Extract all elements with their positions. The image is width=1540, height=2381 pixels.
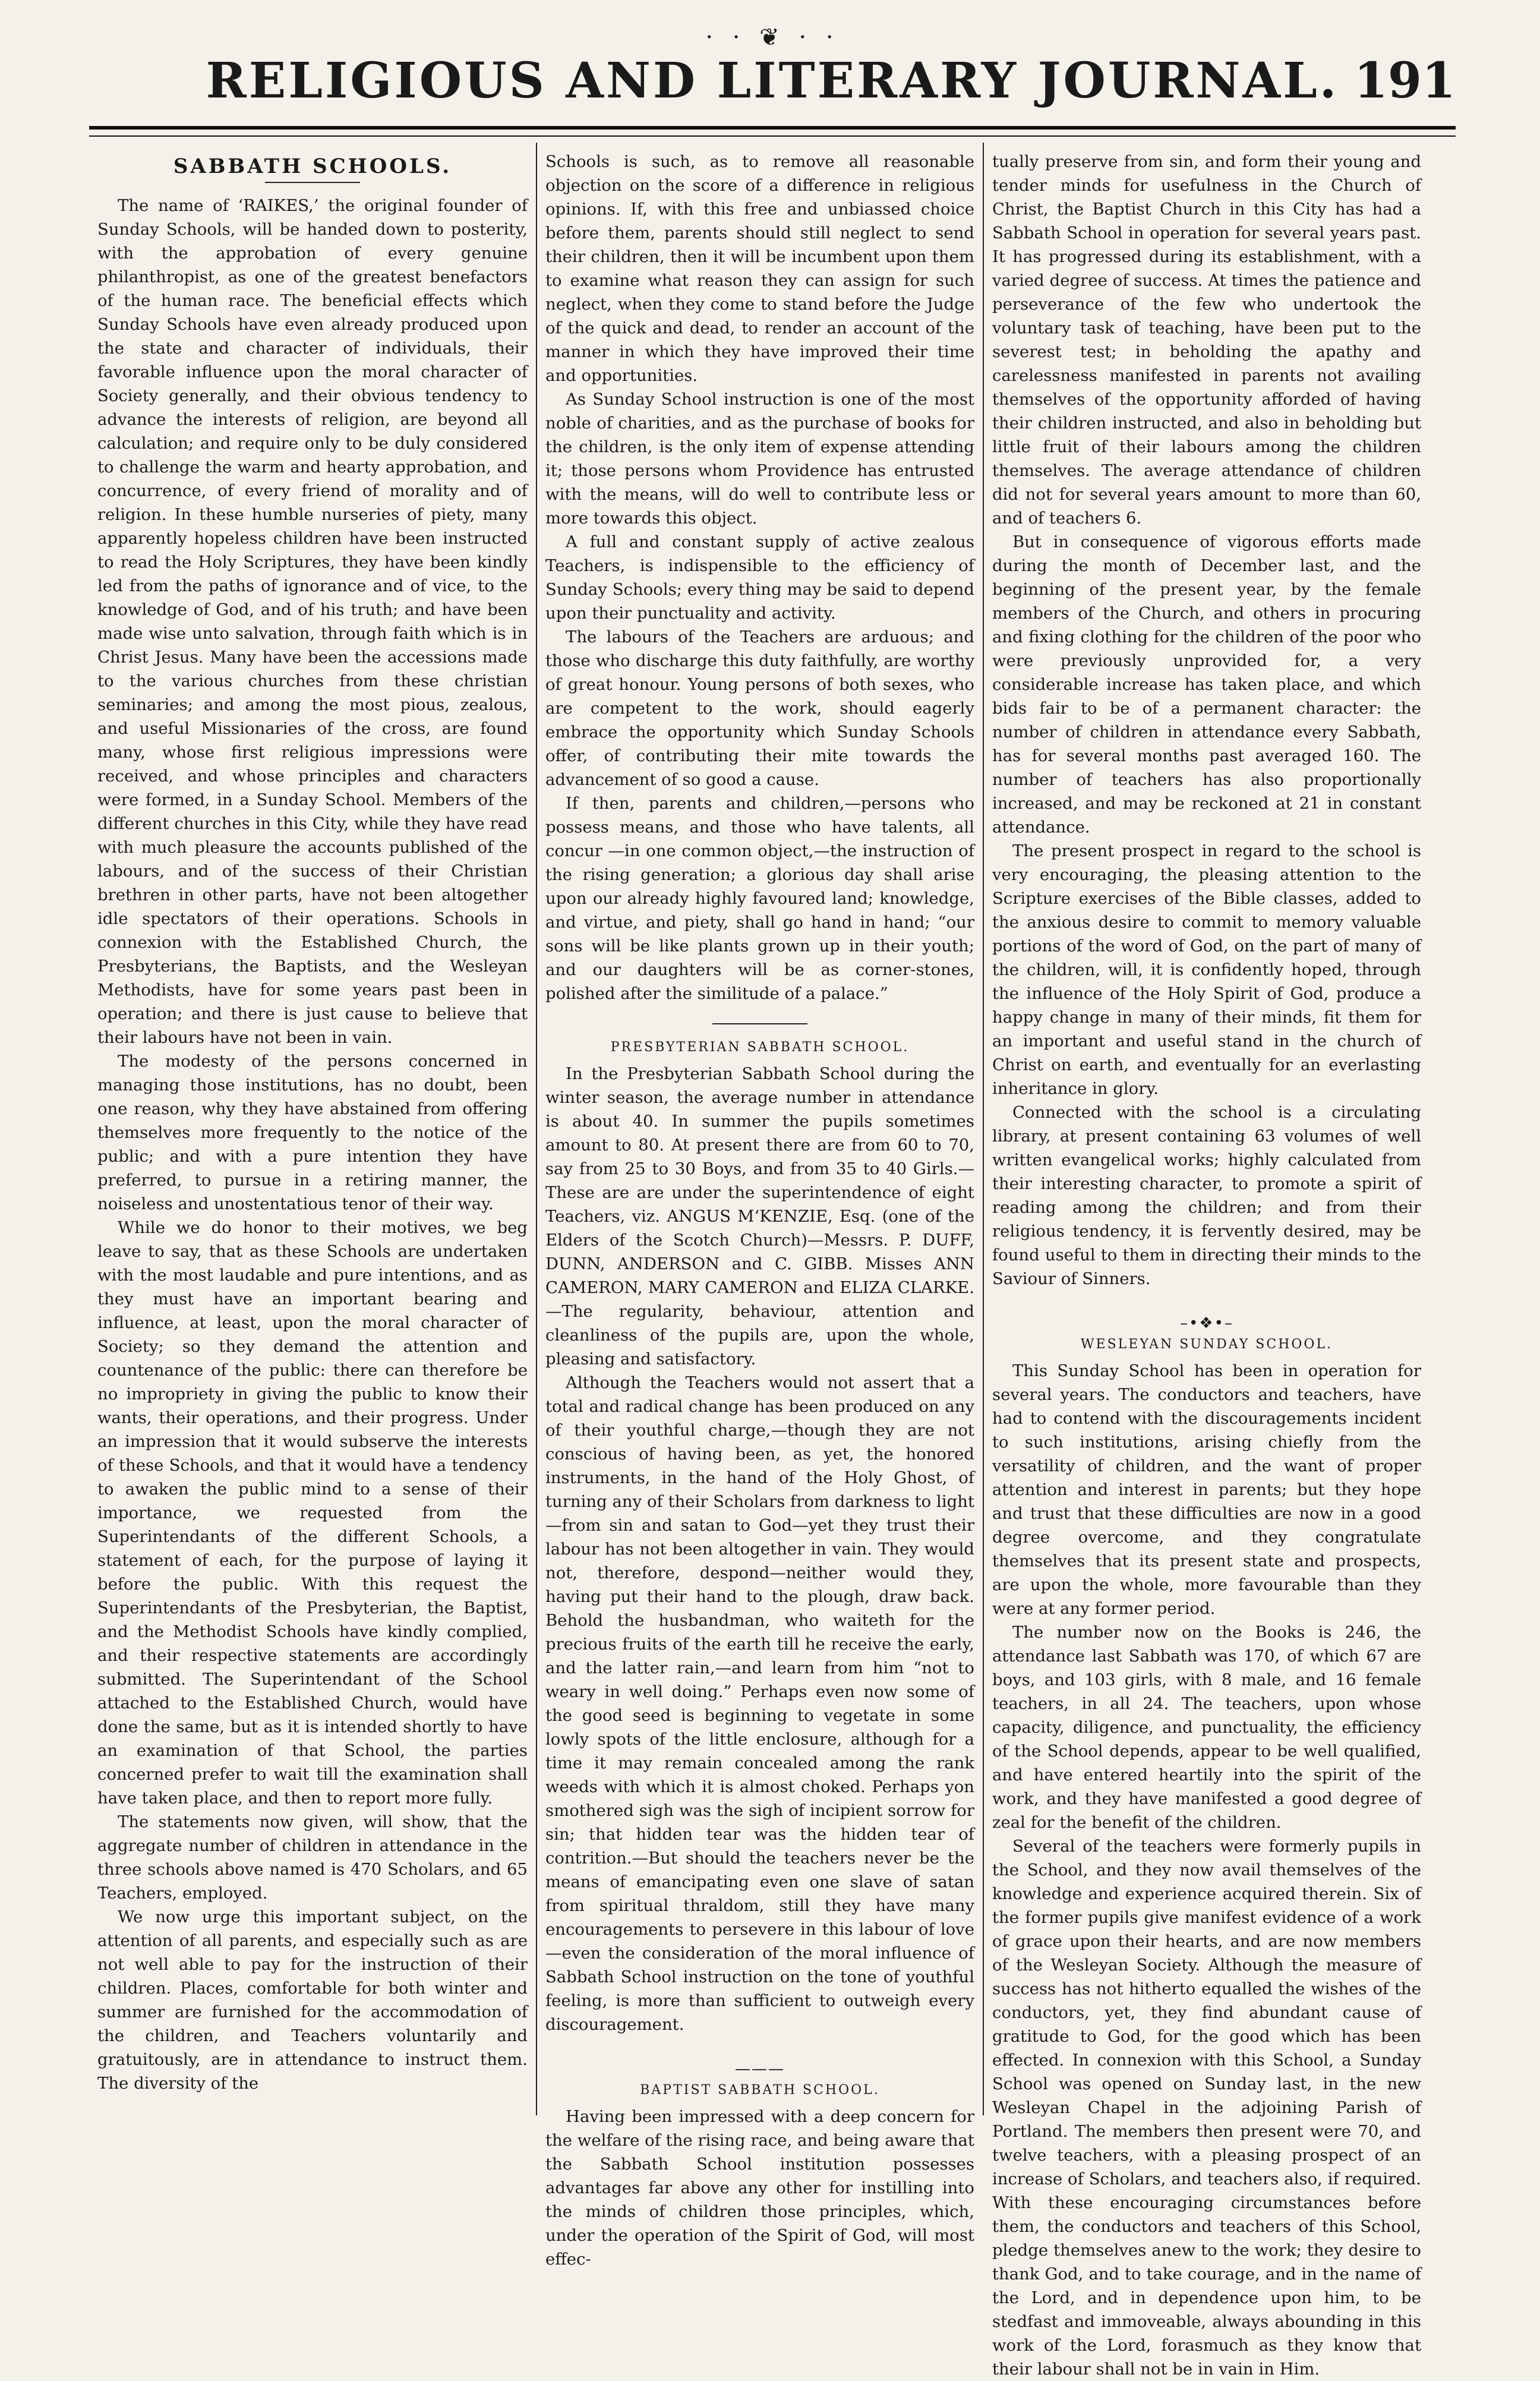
paragraph: tually preserve from sin, and form their young and tender minds for usefulness in the Church of Christ, the Baptist Church in this City has had a Sabbath School in operation for several years past. It has progressed during its establishment, with a varied degree of success. At times the patience and perseverance of the few who undertook the voluntary task of teaching, have been put to the severest test; in beholding the apathy and carelessness manifested in parents not availing themselves of the opportunity afforded of having their children instructed, and also in beholding but little fruit of their labours among the children themselves. The average attendance of children did not for several years amount to more than 60, and of teachers 6. [992, 152, 1421, 528]
paragraph: Having been impressed with a deep concern for the welfare of the rising race, and being aware that the Sabbath School institution possesses advantages far above any other for instilling into the minds of children those principles, which, under the operation of the Spirit of God, will most effec- [545, 2107, 974, 2269]
paragraph: The number now on the Books is 246, the attendance last Sabbath was 170, of which 67 are boys, and 103 girls, with 8 male, and 16 female teachers, in all 24. The teachers, upon whose capacity, diligence, and punctuality, the efficiency of the School depends, appear to be well qualified, and have entered heartily into the spirit of the work, and they have manifested a good degree of zeal for the benefit of the children. [992, 1623, 1421, 1832]
paragraph: The name of ‘RAIKES,’ the original founder of Sunday Schools, will be handed down to posterity, with the approbation of every genuine philanthropist, as one of the greatest benefactors of the human race. The beneficial effects which Sunday Schools have even already produced upon the state and character of individuals, their favorable influence upon the moral character of Society generally, and their obvious tendency to advance the interests of religion, are beyond all calculation; and require only to be duly considered to challenge the warm and hearty approbation, and concurrence, of every friend of morality and of religion. In these humble nurseries of piety, many apparently hopeless children have been instructed to read the Holy Scriptures, they have been kindly led from the paths of ignorance and of vice, to the knowledge of God, and of his truth; and have been made wise unto salvation, through faith which is in Christ Jesus. Many have been the accessions made to the various churches from these christian seminaries; and among the most pious, zealous, and useful Missionaries of the cross, are found many, whose first religious impressions were received, and whose principles and characters were formed, in a Sunday School. Members of the different churches in this City, while they have read with much pleasure the accounts published of the labours, and of the success of their Christian brethren in other parts, have not been altogether idle spectators of their operations. Schools in connexion with the Established Church, the Presbyterians, the Baptists, and the Wesleyan Methodists, have for some years past been in operation; and there is just cause to believe that their labours have not been in vain. [97, 196, 528, 1047]
page-number: 191 [1353, 52, 1456, 109]
paragraph: While we do honor to their motives, we beg leave to say, that as these Schools are undertaken with the most laudable and pure intentions, and as they must have an important bearing and influence, at least, upon the moral character of Society; so they demand the attention and countenance of the public: there can therefore be no impropriety in giving the public to know their wants, their operations, and their progress. Under an impression that it would subserve the interests of these Schools, and that it would have a tendency to awaken the public mind to a sense of their importance, we requested from the Superintendants of the different Schools, a statement of each, for the purpose of laying it before the public. With this request the Superintendants of the Presbyterian, the Baptist, and the Methodist Schools have kindly complied, and their respective statements are accordingly submitted. The Superintendant of the School attached to the Established Church, would have done the same, but as it is intended shortly to have an examination of that School, the parties concerned prefer to wait till the examination shall have taken place, and then to report more fully. [97, 1218, 528, 1808]
paragraph: The statements now given, will show, that the aggregate number of children in attendance in the three schools above named is 470 Scholars, and 65 Teachers, employed. [97, 1812, 528, 1903]
journal-title: RELIGIOUS AND LITERARY JOURNAL. [206, 52, 1339, 109]
paragraph: Although the Teachers would not assert that a total and radical change has been produced on any of their youthful charge,—though they are not conscious of having been, as yet, the honored instruments, in the hand of the Holy Ghost, of turning any of their Scholars from darkness to light—from sin and satan to God—yet they trust their labour has not been altogether in vain. They would not, therefore, despond—neither would they, having put their hand to the plough, draw back. Behold the husbandman, who waiteth for the precious fruits of the earth till he receive the early, and the latter rain,—and learn from him “not to weary in well doing.” Perhaps even now some of the good seed is beginning to vegetate in some lowly spots of the little enclosure, although for a time it may remain concealed among the rank weeds with which it is almost choked. Perhaps yon smothered sigh was the sigh of incipient sorrow for sin; that hidden tear was the hidden tear of contrition.—But should the teachers never be the means of emancipating even one slave of satan from spiritual thraldom, still they have many encouragements to persevere in this labour of love—even the consideration of the moral influence of Sabbath School instruction on the tone of youthful feeling, is more than sufficient to outweigh every discouragement. [545, 1373, 974, 2034]
section-title-baptist: BAPTIST SABBATH SCHOOL. [640, 2083, 880, 2098]
header-rule [89, 126, 1456, 137]
section-title-presbyterian: PRESBYTERIAN SABBATH SCHOOL. [610, 1040, 910, 1055]
section-title-wesleyan: WESLEYAN SUNDAY SCHOOL. [1080, 1337, 1333, 1352]
article-columns [89, 143, 1456, 2379]
paragraph: Connected with the school is a circulating library, at present containing 63 volumes of well written evangelical works; highly calculated from their interesting character, to promote a spirit of reading among the children; and from their religious tendency, it is fervently desired, may be found useful to them in directing their minds to the Saviour of Sinners. [992, 1103, 1421, 1288]
section-ornament-icon: –•❖•– [1180, 1314, 1233, 1332]
paragraph: The present prospect in regard to the school is very encouraging, the pleasing attention to the Scripture exercises of the Bible classes, added to the anxious desire to commit to memory valuable portions of the word of God, on the part of many of the children, will, it is confidently hoped, through the influence of the Holy Spirit of God, produce a happy change in many of their minds, fit them for an important and useful stand in the church of Christ on earth, and eventually for an everlasting inheritance in glory. [992, 841, 1421, 1098]
paragraph: Several of the teachers were formerly pupils in the School, and they now avail themselves of the knowledge and experience acquired therein. Six of the former pupils give manifest evidence of a work of grace upon their hearts, and are now members of the Wesleyan Society. Although the measure of success has not hitherto equalled the wishes of the conductors, yet, they find abundant cause of gratitude to God, for the good which has been effected. In connexion with this School, a Sunday School was opened on Sunday last, in the new Wesleyan Chapel in the adjoining Parish of Portland. The members then present were 70, and twelve teachers, with a pleasing prospect of an increase of Scholars, and teachers also, if required. With these encouraging circumstances before them, the conductors and teachers of this School, pledge themselves anew to the work; they desire to thank God, and to take courage, and in the name of the Lord, and in dependence upon him, to be stedfast and immoveable, always abounding in this work of the Lord, forasmuch as they know that their labour shall not be in vain in Him. [992, 1837, 1421, 2379]
paragraph: The labours of the Teachers are arduous; and those who discharge this duty faithfully, are worthy of great honour. Young persons of both sexes, who are competent to the work, should eagerly embrace the opportunity which Sunday Schools offer, of contributing their mite towards the advancement of so good a cause. [545, 627, 974, 789]
column-2 [536, 143, 983, 2269]
column-1 [89, 143, 536, 2115]
paragraph: The modesty of the persons concerned in managing those institutions, has no doubt, been one reason, why they have abstained from offering themselves more frequently to the notice of the public; and with a pure intention they have preferred, to pursue in a retiring manner, the noiseless and unostentatious tenor of their way. [97, 1052, 528, 1213]
paragraph: In the Presbyterian Sabbath School during the winter season, the average number in attendance is about 40. In summer the pupils sometimes amount to 80. At present there are from 60 to 70, say from 25 to 30 Boys, and from 35 to 40 Girls.—These are are under the superintendence of eight Teachers, viz. ANGUS M‘KENZIE, Esq. (one of the Elders of the Scotch Church)—Messrs. P. DUFF, DUNN, ANDERSON and C. GIBB. Misses ANN CAMERON, MARY CAMERON and ELIZA CLARKE.—The regularity, behaviour, attention and cleanliness of the pupils are, upon the whole, pleasing and satisfactory. [545, 1064, 974, 1368]
article-title: SABBATH SCHOOLS. [173, 154, 452, 178]
paragraph: This Sunday School has been in operation for several years. The conductors and teachers, have had to contend with the discouragements incident to such institutions, arising chiefly from the versatility of children, and the want of proper attention and interest in parents; but they hope and trust that these difficulties are now in a good degree overcome, and they congratulate themselves that its present state and prospects, are upon the whole, more favourable than they were at any former period. [992, 1361, 1421, 1618]
column-3 [983, 143, 1429, 2379]
section-rule [712, 1023, 807, 1024]
paragraph: A full and constant supply of active zealous Teachers, is indispensible to the efficiency of Sunday Schools; every thing may be said to depend upon their punctuality and activity. [545, 532, 974, 623]
paragraph: But in consequence of vigorous efforts made during the month of December last, and the beginning of the present year, by the female members of the Church, and others in procuring and fixing clothing for the children of the poor who were previously unprovided for, a very considerable increase has taken place, and which bids fair to be of a permanent character: the number of children in attendance every Sabbath, has for several months past averaged 160. The number of teachers has also proportionally increased, and may be reckoned at 21 in constant attendance. [992, 532, 1421, 837]
title-rule [265, 182, 360, 183]
section-ornament-icon: ——— [735, 2060, 785, 2078]
paragraph: We now urge this important subject, on the attention of all parents, and especially such as are not well able to pay for the instruction of their children. Places, comfortable for both winter and summer are furnished for the accommodation of the children, and Teachers voluntarily and gratuitously, are in attendance to instruct them. The diversity of the [97, 1907, 528, 2093]
page-header [89, 24, 1456, 143]
newspaper-page [89, 24, 1456, 2379]
paragraph: If then, parents and children,—persons who possess means, and those who have talents, all concur —in one common object,—the instruction of the rising generation; a glorious day shall arise upon our already highly favoured land; knowledge, and virtue, and piety, shall go hand in hand; “our sons will be like plants grown up in their youth; and our daughters will be as corner-stones, polished after the similitude of a palace.” [545, 794, 974, 1003]
header-ornament-icon: · · ❦ · · [705, 24, 840, 51]
paragraph: As Sunday School instruction is one of the most noble of charities, and as the purchase of books for the children, is the only item of expense attending it; those persons whom Providence has entrusted with the means, will do well to contribute less or more towards this object. [545, 390, 974, 528]
paragraph: Schools is such, as to remove all reasonable objection on the score of a difference in religious opinions. If, with this free and unbiassed choice before them, parents should still neglect to send their children, then it will be incumbent upon them to examine what reason they can assign for such neglect, when they come to stand before the Judge of the quick and dead, to render an account of the manner in which they have improved their time and opportunities. [545, 152, 974, 385]
